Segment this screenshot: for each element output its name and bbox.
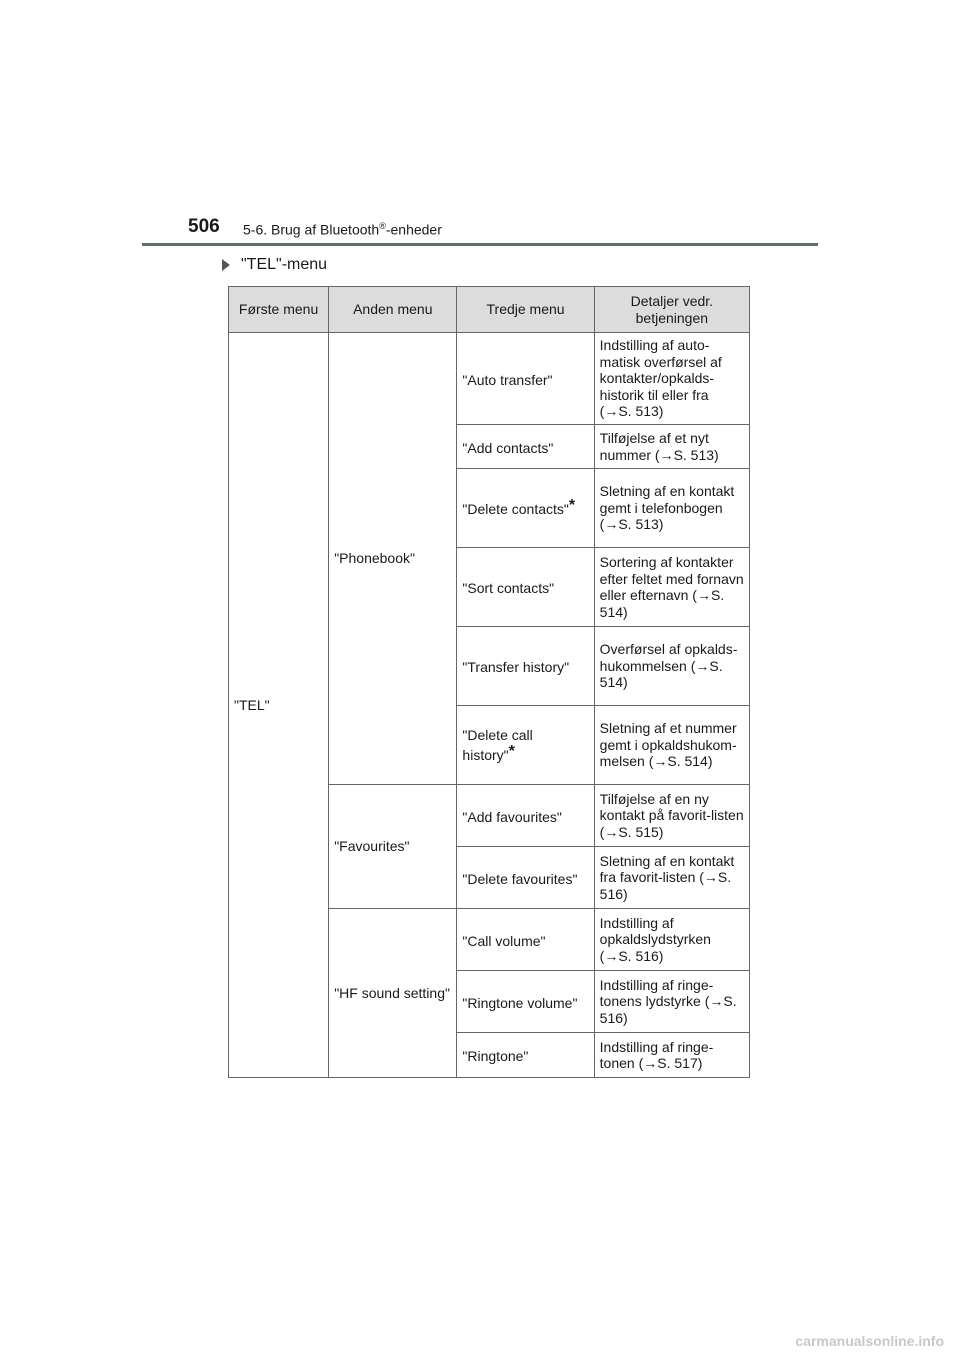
third-menu-label: "Delete favourites" bbox=[462, 870, 578, 887]
watermark: carmanualsonline.info bbox=[795, 1333, 944, 1349]
detail-cell: Sortering af kontakter efter feltet med fornavn eller efternavn (→S. 514) bbox=[594, 548, 749, 627]
column-header-first-menu: Første menu bbox=[229, 287, 329, 333]
table-body bbox=[229, 333, 750, 1078]
third-menu-label: "Ringtone volume" bbox=[462, 994, 578, 1011]
detail-cell: Tilføjelse af en ny kontakt på favorit-listen (→S. 515) bbox=[594, 785, 749, 847]
third-menu-label: "Transfer history" bbox=[462, 659, 570, 676]
header-divider bbox=[142, 243, 818, 246]
detail-cell: Indstilling af ringe-tonen (→S. 517) bbox=[594, 1033, 749, 1078]
third-menu-cell bbox=[457, 627, 594, 706]
third-menu-label: "Sort contacts" bbox=[462, 580, 555, 597]
first-menu-cell: "TEL" bbox=[229, 333, 329, 1078]
third-menu-cell bbox=[457, 847, 594, 909]
detail-cell: Indstilling af ringe-tonens lydstyrke (→S. 516) bbox=[594, 971, 749, 1033]
third-menu-cell bbox=[457, 333, 594, 425]
section-title-prefix: 5-6. Brug af Bluetooth bbox=[243, 221, 380, 238]
third-menu-label: "Add contacts" bbox=[462, 439, 554, 456]
section-title-suffix: -enheder bbox=[385, 221, 442, 238]
footnote-asterisk: * bbox=[508, 742, 515, 760]
third-menu-label: "Delete contacts" bbox=[462, 501, 569, 518]
detail-cell: Sletning af en kontakt gemt i telefonbogen (→S. 513) bbox=[594, 469, 749, 548]
third-menu-label: "Ringtone" bbox=[462, 1048, 529, 1065]
third-menu-label: "Auto transfer" bbox=[462, 371, 553, 388]
third-menu-label: "Add favourites" bbox=[462, 808, 562, 825]
third-menu-cell bbox=[457, 1033, 594, 1078]
detail-cell: Sletning af en kontakt fra favorit-listen (→S. 516) bbox=[594, 847, 749, 909]
third-menu-cell bbox=[457, 706, 594, 785]
column-header-second-menu: Anden menu bbox=[329, 287, 457, 333]
subheading bbox=[222, 256, 327, 274]
footnote-asterisk: * bbox=[568, 497, 576, 515]
second-menu-cell: "Phonebook" bbox=[329, 333, 457, 785]
page-number: 506 bbox=[188, 216, 220, 237]
column-header-third-menu: Tredje menu bbox=[457, 287, 594, 333]
third-menu-cell bbox=[457, 909, 594, 971]
third-menu-label: "Call volume" bbox=[462, 932, 546, 949]
detail-cell: Indstilling af opkaldslydstyrken (→S. 516) bbox=[594, 909, 749, 971]
table-row bbox=[229, 333, 750, 425]
third-menu-cell bbox=[457, 548, 594, 627]
detail-cell: Overførsel af opkalds-hukommelsen (→S. 514) bbox=[594, 627, 749, 706]
third-menu-cell bbox=[457, 469, 594, 548]
detail-cell: Sletning af et nummer gemt i opkaldshukom-melsen (→S. 514) bbox=[594, 706, 749, 785]
table-header-row bbox=[229, 287, 750, 333]
registered-mark: ® bbox=[379, 221, 386, 231]
subheading-text: "TEL"-menu bbox=[241, 256, 328, 273]
third-menu-label: "Delete call history" bbox=[462, 727, 533, 763]
second-menu-cell: "Favourites" bbox=[329, 785, 457, 909]
tel-menu-table bbox=[228, 286, 750, 1078]
section-title bbox=[243, 221, 442, 238]
column-header-details: Detaljer vedr. betjeningen bbox=[594, 287, 749, 333]
triangle-bullet-icon bbox=[222, 259, 230, 271]
second-menu-cell: "HF sound setting" bbox=[329, 909, 457, 1078]
third-menu-cell bbox=[457, 785, 594, 847]
third-menu-cell bbox=[457, 425, 594, 469]
detail-cell: Indstilling af auto-matisk overførsel af kontakter/opkalds-historik til eller fra (→S. 513) bbox=[594, 333, 749, 425]
detail-cell: Tilføjelse af et nyt nummer (→S. 513) bbox=[594, 425, 749, 469]
third-menu-cell bbox=[457, 971, 594, 1033]
